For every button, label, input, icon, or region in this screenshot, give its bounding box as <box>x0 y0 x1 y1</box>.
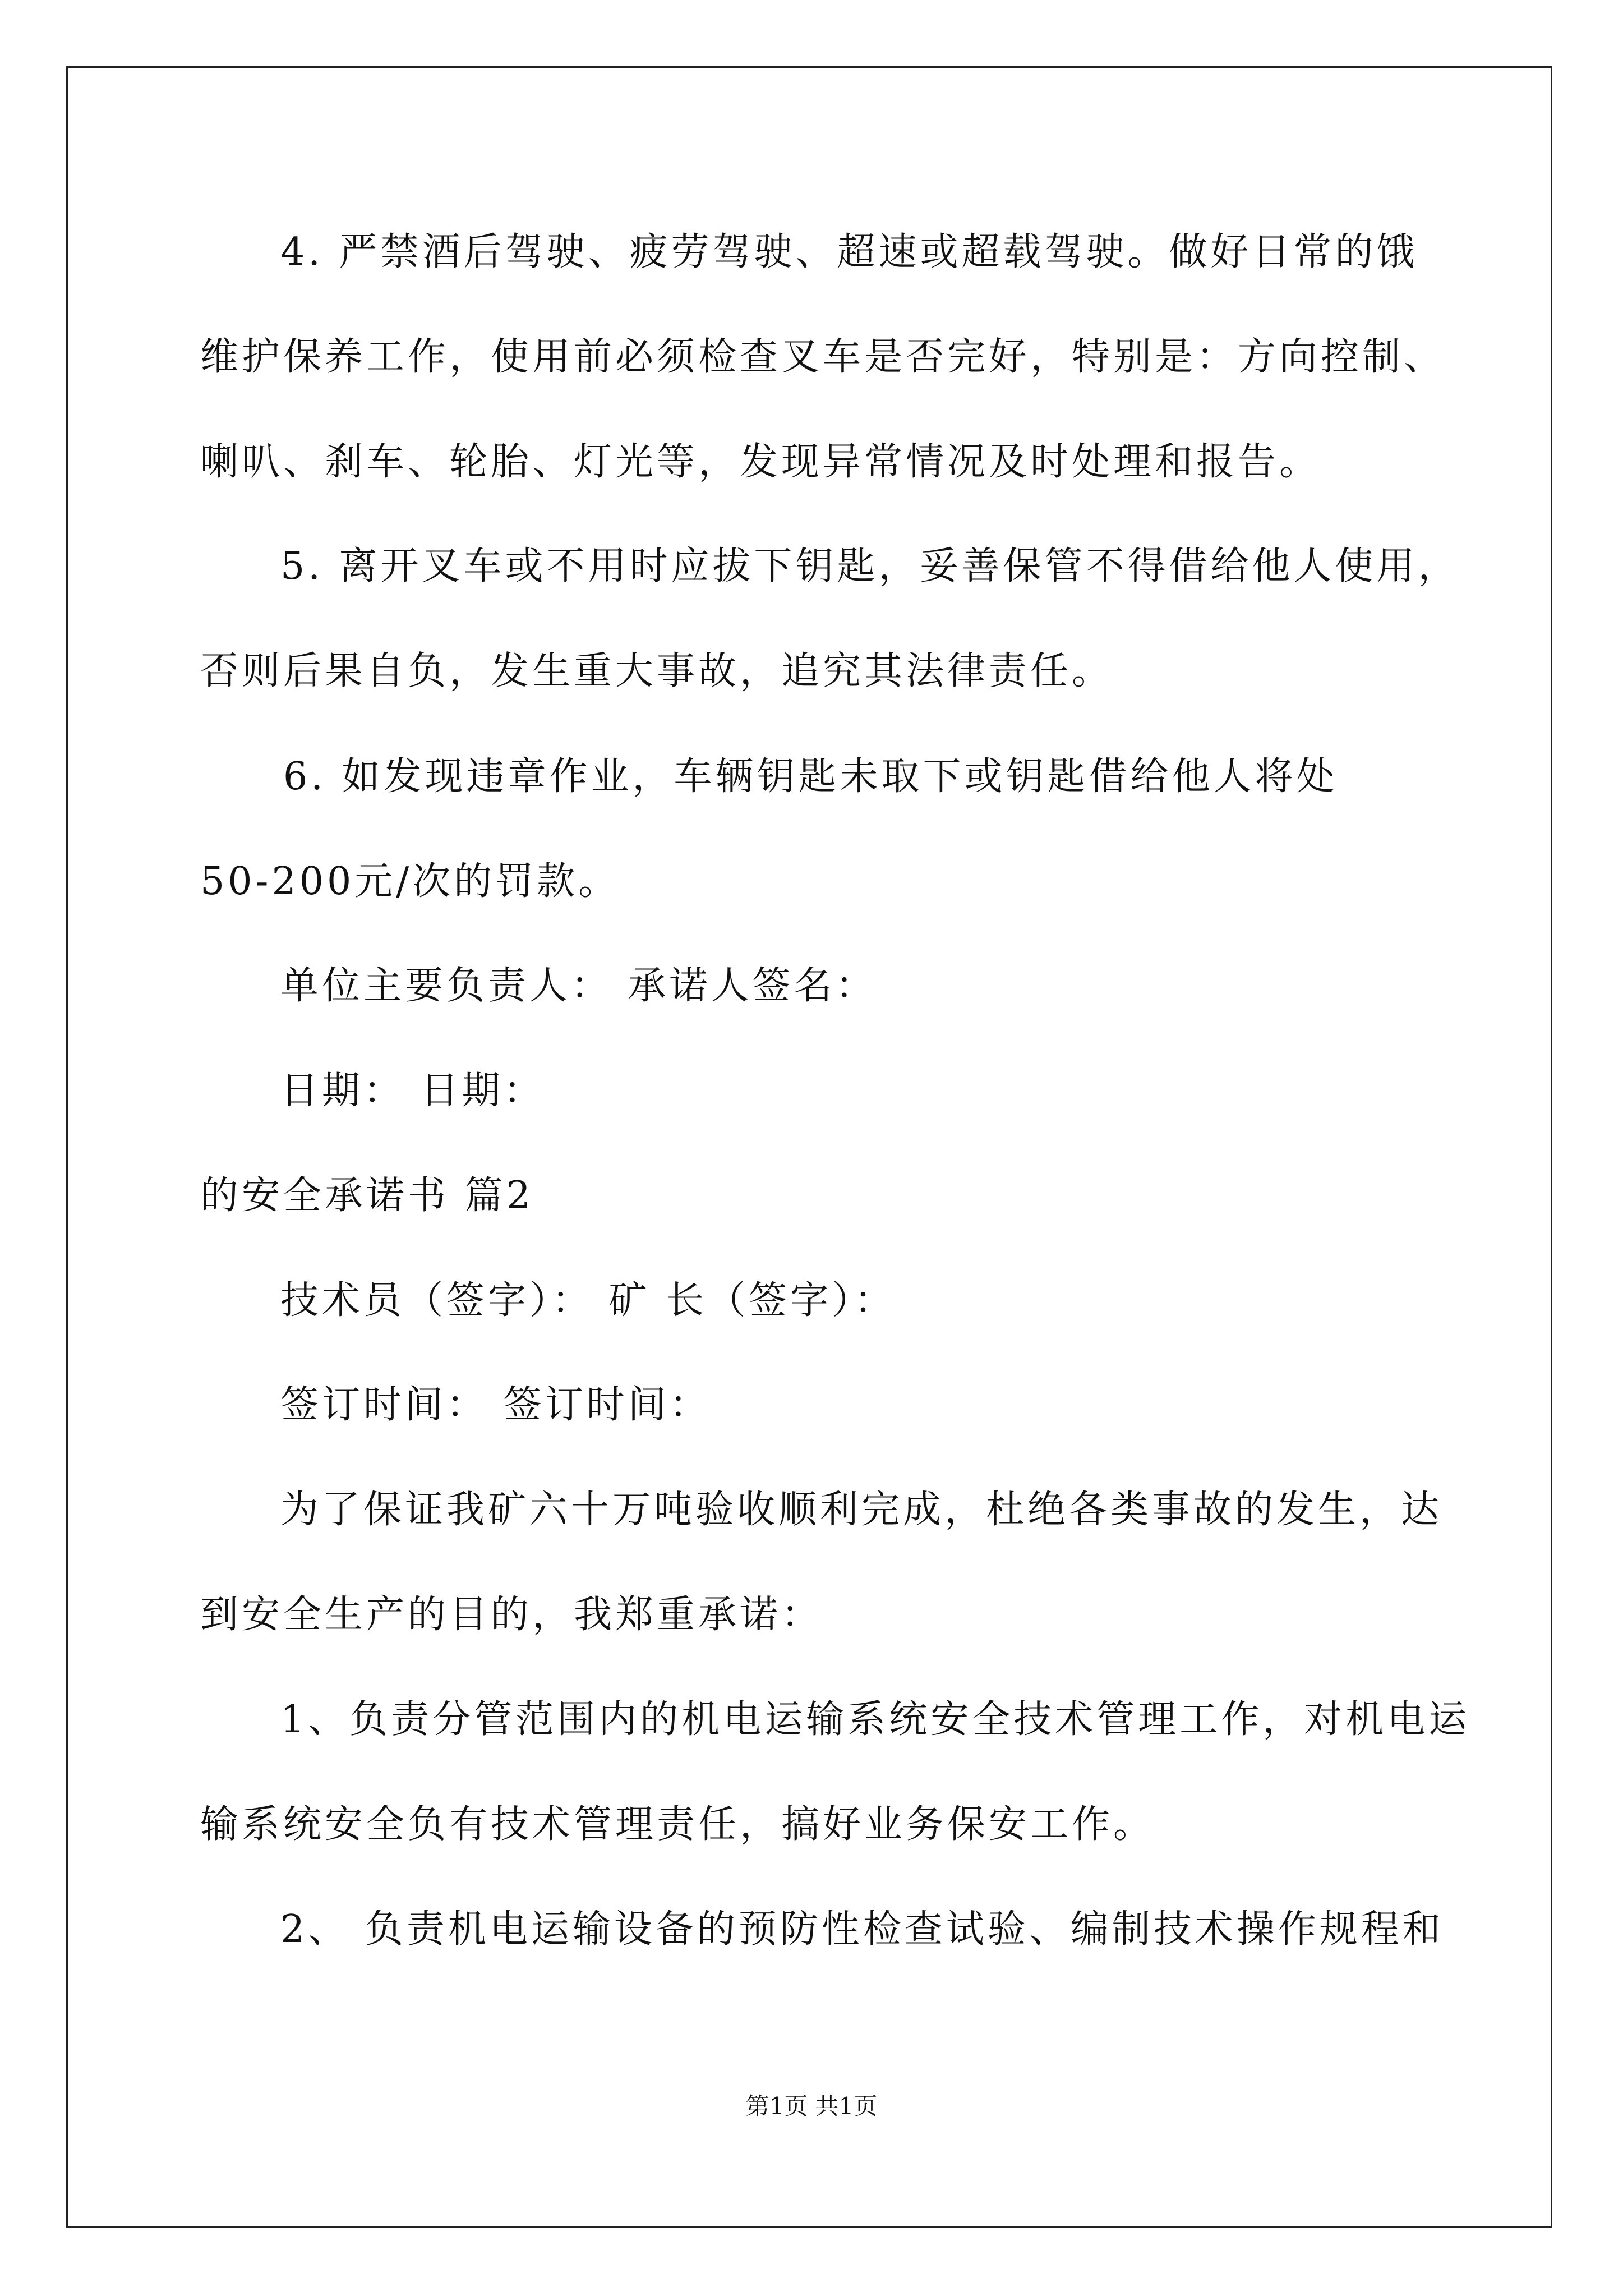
text-line: 喇叭、刹车、轮胎、灯光等，发现异常情况及时处理和报告。 <box>200 440 1321 484</box>
text-line: 2、 负责机电运输设备的预防性检查试验、编制技术操作规程和 <box>280 1907 1444 1952</box>
page-footer: 第1页 共1页 <box>745 2092 878 2120</box>
text-line: 50-200元/次的罚款。 <box>200 859 620 904</box>
text-line: 否则后果自负，发生重大事故，追究其法律责任。 <box>200 649 1114 693</box>
page-border <box>66 66 1552 2228</box>
text-line: 维护保养工作，使用前必须检查叉车是否完好，特别是：方向控制、 <box>200 335 1446 379</box>
text-line: 到安全生产的目的，我郑重承诺： <box>200 1593 823 1637</box>
text-line: 日期： 日期： <box>280 1069 545 1113</box>
text-line: 签订时间： 签订时间： <box>280 1383 711 1427</box>
text-line: 5. 离开叉车或不用时应拔下钥匙，妥善保管不得借给他人使用， <box>280 544 1460 588</box>
section-heading: 的安全承诺书 篇2 <box>200 1174 534 1218</box>
text-line: 输系统安全负有技术管理责任，搞好业务保安工作。 <box>200 1802 1155 1847</box>
text-line: 6. 如发现违章作业，车辆钥匙未取下或钥匙借给他人将处 <box>283 754 1338 799</box>
text-line: 为了保证我矿六十万吨验收顺利完成，杜绝各类事故的发生，达 <box>280 1488 1443 1532</box>
text-line: 技术员（签字）： 矿 长（签字）： <box>280 1278 896 1323</box>
text-line: 4. 严禁酒后驾驶、疲劳驾驶、超速或超载驾驶。做好日常的饿 <box>280 230 1418 274</box>
text-line: 单位主要负责人： 承诺人签名： <box>280 964 877 1008</box>
text-line: 1、负责分管范围内的机电运输系统安全技术管理工作，对机电运 <box>280 1697 1470 1742</box>
